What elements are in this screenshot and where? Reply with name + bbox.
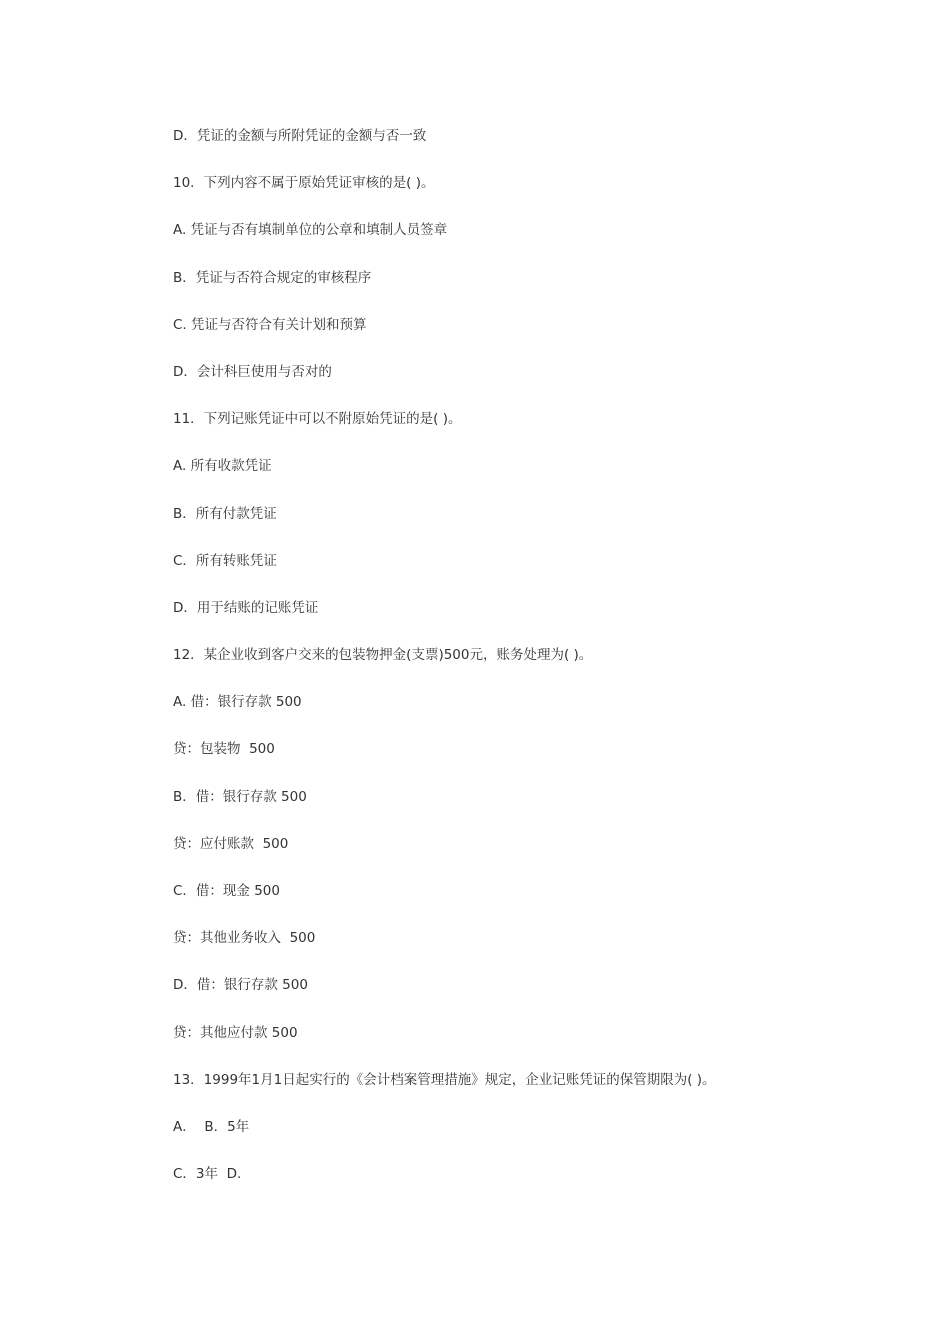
option-line: A． B．5年 [173,1118,250,1135]
question-line: 11．下列记账凭证中可以不附原始凭证的是( )。 [173,411,462,428]
entry-line: 贷：应付账款 500 [173,835,289,852]
question-content [173,126,873,1211]
question-line: 10．下列内容不属于原始凭证审核的是( )。 [173,175,435,192]
question-line: 12．某企业收到客户交来的包装物押金(支票)500元，账务处理为( )。 [173,647,593,664]
option-line: C．借：现金 500 [173,883,280,899]
option-line: B．凭证与否符合规定的审核程序 [173,269,372,286]
option-line: A. 凭证与否有填制单位的公章和填制人员签章 [173,222,448,239]
option-line: B．借：银行存款 500 [173,788,307,805]
option-line: A. 借：银行存款 500 [173,694,302,711]
option-line: C. 凭证与否符合有关计划和预算 [173,316,367,333]
option-line: D．借：银行存款 500 [173,977,308,994]
option-line: B．所有付款凭证 [173,505,277,522]
entry-line: 贷：其他业务收入 500 [173,930,316,947]
entry-line: 贷：包装物 500 [173,741,275,758]
option-line: D．会计科巨使用与否对的 [173,363,332,380]
question-line: 13．1999年1月1日起实行的《会计档案管理措施》规定，企业记账凭证的保管期限为( )。 [173,1071,716,1088]
option-line: C．所有转账凭证 [173,552,277,569]
option-line: C．3年 D. [173,1166,242,1183]
option-line: D．凭证的金额与所附凭证的金额与否一致 [173,128,427,144]
option-line: A. 所有收款凭证 [173,458,272,475]
entry-line: 贷：其他应付款 500 [173,1024,298,1041]
option-line: D．用于结账的记账凭证 [173,599,319,616]
